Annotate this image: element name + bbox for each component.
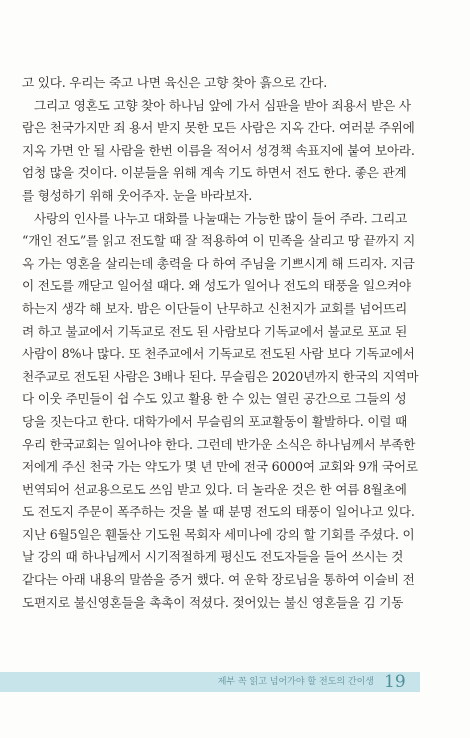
text-line: 고 있다. 우리는 죽고 나면 육신은 고향 찾아 흙으로 간다. [22,75,328,90]
text-line: 우리 한국교회는 일어나야 한다. 그런데 반가운 소식은 하나님께서 부족한 [22,436,416,452]
running-footer-title: 제부 꼭 읽고 넘어가야 할 전도의 간이생 [217,677,374,687]
text-line: 이 전도를 깨닫고 일어설 때다. 왜 성도가 일어나 전도의 태풍을 일으켜야 [22,278,411,294]
text-line: 지난 6월5일은 휀돌산 기도원 목회자 세미나에 강의 할 기회를 주셨다. 이 [22,526,415,542]
text-line: 를 형성하기 위해 웃어주자. 눈을 바라보자. [22,187,253,203]
page-number: 19 [384,672,406,692]
text-line: 번역되어 선교용으로도 쓰임 받고 있다. 더 놀라운 것은 한 여름 8월초에 [22,481,407,497]
text-line: 도편지로 불신영혼들을 촉촉이 적셨다. 젖어있는 불신 영혼들을 김 기동 [22,594,404,610]
text-line: 천주교로 전도된 사람은 3배나 된다. 무슬림은 2020년까지 한국의 지역마 [22,368,419,384]
text-line: 도 전도지 주문이 폭주하는 것을 볼 때 분명 전도의 태풍이 일어나고 있다. [22,504,415,520]
text-line: 사랑의 인사를 나누고 대화를 나눌때는 가능한 많이 들어 주라. 그리고 [34,210,408,226]
text-line: 당을 짓는다고 한다. 대학가에서 무슬림의 포교활동이 활발하다. 이럴 때 [22,413,408,429]
footer-bar [0,672,420,692]
text-line: 엄청 많을 것이다. 이분들을 위해 계속 기도 하면서 전도 한다. 좋은 관계 [22,165,407,181]
text-line: 려 하고 불교에서 기독교로 전도 된 사람보다 기독교에서 불교로 포교 된 [22,323,408,339]
text-line: 저에게 주신 천국 가는 약도가 몇 년 만에 전국 6000여 교회와 9개 국어로 [22,459,418,475]
text-line: 람은 천국가지만 죄 용서 받지 못한 모든 사람은 지옥 간다. 여러분 주위에 [22,120,415,136]
text-line: 날 강의 때 하나님께서 시기적절하게 평신도 전도자들을 들어 쓰시는 것 [22,549,404,565]
text-line: 같다는 아래 내용의 말씀을 증거 했다. 여 운학 장로님을 통하여 이슬비 전 [22,572,415,588]
text-line: 사람이 8%나 많다. 또 천주교에서 기독교로 전도된 사람 보다 기독교에서 [22,346,415,362]
text-line: “개인 전도”를 읽고 전도할 때 잘 적용하여 이 민족을 살리고 땅 끝까지 지 [22,233,416,249]
text-line: 다 이웃 주민들이 쉽 수도 있고 활용 한 수 있는 열린 공간으로 그들의 성 [22,391,407,407]
text-line: 지옥 가면 안 될 사람을 한번 이름을 적어서 성경책 속표지에 붙여 보아라. [22,142,415,158]
text-line: 하는지 생각 해 보자. 밤은 이단들이 난무하고 신천지가 교회를 넘어뜨리 [22,300,408,316]
body-text [22,72,448,614]
text-line: 옥 가는 영혼을 살리는데 총력을 다 하여 주님을 기쁘시게 해 드리자. 지금 [22,255,415,271]
text-line: 그리고 영혼도 고향 찾아 하나님 앞에 가서 심판을 받아 죄용서 받은 사 [34,97,411,113]
